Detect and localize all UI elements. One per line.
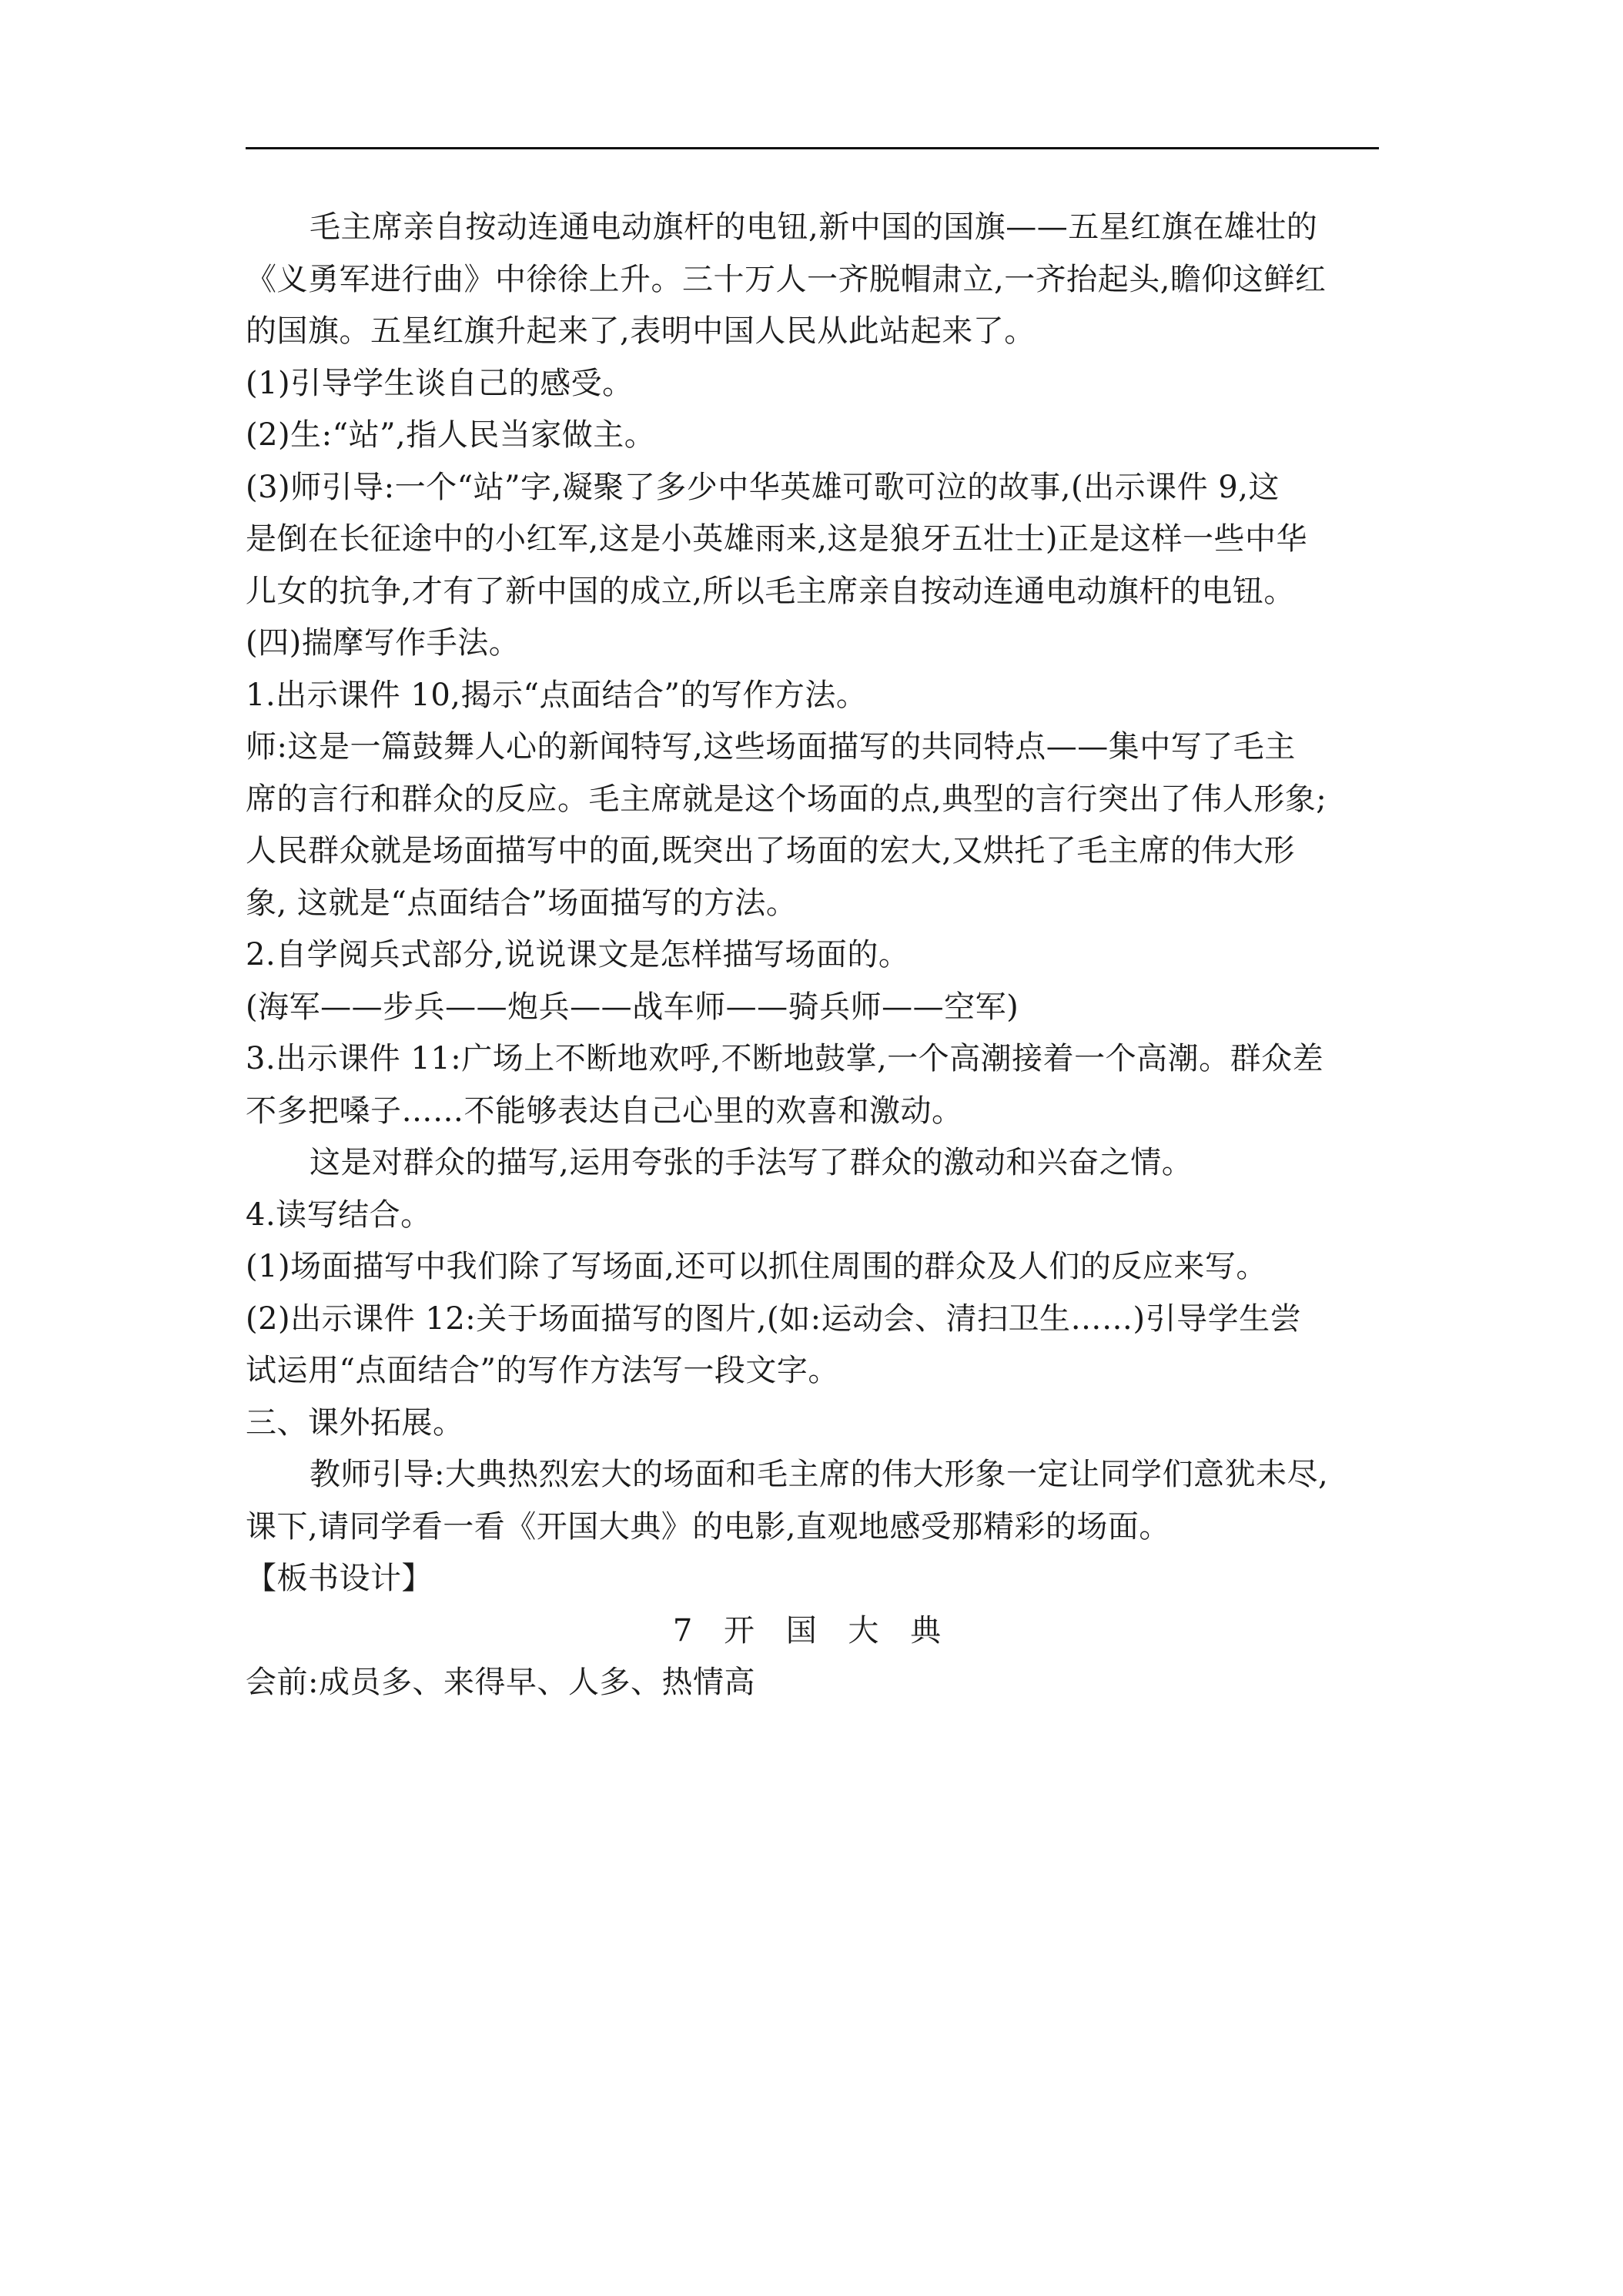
paragraph-line: (海军——步兵——炮兵——战车师——骑兵师——空军) — [246, 989, 1019, 1025]
list-item: (2)出示课件 12:关于场面描写的图片,(如:运动会、清扫卫生……)引导学生尝 — [246, 1300, 1302, 1337]
list-item: 2.自学阅兵式部分,说说课文是怎样描写场面的。 — [246, 937, 910, 972]
paragraph-line: 是倒在长征途中的小红军,这是小英雄雨来,这是狼牙五壮士)正是这样一些中华 — [246, 521, 1308, 557]
list-item: (1)场面描写中我们除了写场面,还可以抓住周围的群众及人们的反应来写。 — [246, 1249, 1267, 1284]
paragraph-line: 试运用“点面结合”的写作方法写一段文字。 — [246, 1353, 839, 1388]
board-title: 7 开 国 大 典 — [672, 1612, 952, 1648]
section-heading: (四)揣摩写作手法。 — [246, 625, 520, 661]
list-item: 3.出示课件 11:广场上不断地欢呼,不断地鼓掌,一个高潮接着一个高潮。群众差 — [246, 1041, 1324, 1076]
paragraph-line: 象, 这就是“点面结合”场面描写的方法。 — [246, 885, 798, 921]
paragraph-line: 不多把嗓子……不能够表达自己心里的欢喜和激动。 — [246, 1093, 963, 1129]
paragraph-line: 人民群众就是场面描写中的面,既突出了场面的宏大,又烘托了毛主席的伟大形 — [246, 833, 1295, 869]
paragraph-line: 毛主席亲自按动连通电动旗杆的电钮,新中国的国旗——五星红旗在雄壮的 — [310, 209, 1318, 245]
header-rule — [246, 147, 1379, 149]
paragraph-line: 课下,请同学看一看《开国大典》的电影,直观地感受那精彩的场面。 — [246, 1508, 1170, 1545]
paragraph-line: 师:这是一篇鼓舞人心的新闻特写,这些场面描写的共同特点——集中写了毛主 — [246, 729, 1296, 765]
document-body — [246, 202, 1385, 1709]
list-item: (3)师引导:一个“站”字,凝聚了多少中华英雄可歌可泣的故事,(出示课件 9,这 — [246, 469, 1280, 505]
paragraph-line: 教师引导:大典热烈宏大的场面和毛主席的伟大形象一定让同学们意犹未尽, — [310, 1457, 1329, 1492]
paragraph-line: 会前:成员多、来得早、人多、热情高 — [246, 1665, 755, 1700]
paragraph-line: 这是对群众的描写,运用夸张的手法写了群众的激动和兴奋之情。 — [310, 1145, 1193, 1180]
section-heading: 三、课外拓展。 — [246, 1404, 464, 1441]
list-item: (1)引导学生谈自己的感受。 — [246, 365, 634, 401]
paragraph-line: 儿女的抗争,才有了新中国的成立,所以毛主席亲自按动连通电动旗杆的电钮。 — [246, 573, 1295, 609]
paragraph-line: 《义勇军进行曲》中徐徐上升。三十万人一齐脱帽肃立,一齐抬起头,瞻仰这鲜红 — [246, 261, 1327, 297]
section-heading: 【板书设计】 — [246, 1561, 433, 1596]
list-item: (2)生:“站”,指人民当家做主。 — [246, 417, 656, 453]
list-item: 1.出示课件 10,揭示“点面结合”的写作方法。 — [246, 677, 868, 713]
paragraph-line: 的国旗。五星红旗升起来了,表明中国人民从此站起来了。 — [246, 313, 1036, 349]
list-item: 4.读写结合。 — [246, 1197, 432, 1233]
paragraph-line: 席的言行和群众的反应。毛主席就是这个场面的点,典型的言行突出了伟人形象; — [246, 781, 1327, 817]
